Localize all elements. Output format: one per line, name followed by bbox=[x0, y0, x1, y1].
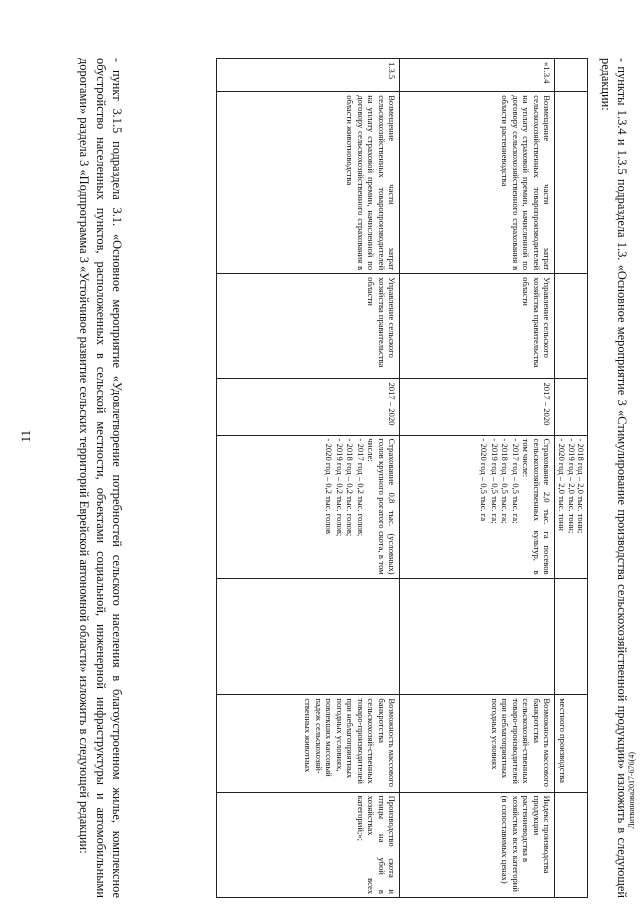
cell-indicator: Индекс производства продукции растениеводства в хозяйствах всех категорий (в сопоставимых ценах) bbox=[400, 792, 555, 897]
paragraph-item-3-1-5: - пункт 3.1.5 подраздела 3.1. «Основное мероприятие «Удовлетворение потребностей сельского населения в благоустроенном жилье, комплексное обустройство населенных пунктов, расположенных в сельской местности, объектами социальной, инженерной инфраструктуры и автомобильными дорогами» раздела 3 «Подпрограмма 3 «Устойчивое развитие сельских территорий Еврейской автономной области» изложить в следующей редакции: bbox=[77, 58, 124, 898]
page-number: 11 bbox=[18, 430, 33, 443]
footer-code: Литвинова2017-676(4) bbox=[627, 752, 636, 829]
cell-period: 2017 – 2020 bbox=[217, 379, 400, 435]
cell-empty bbox=[555, 379, 588, 435]
cell-result-previous: - 2018 год – 2,0 тыс. тонн; - 2019 год – 2,0 тыс. тонн; - 2020 год – 2,0 тыс. тонн bbox=[555, 435, 588, 578]
cell-empty bbox=[555, 578, 588, 695]
cell-risk: Возможность массового банкротства сельскохозяй-ственных товаро-производителей при неблагоприятных погодных условиях, повлекших массовый падеж сельскохозяй-ственных животных bbox=[217, 695, 400, 792]
cell-empty bbox=[400, 578, 555, 695]
cell-indicator: Производство скота и птицы на убой в хозяйствах всех категорий;»; bbox=[217, 792, 400, 897]
table-row-1-3-5 bbox=[217, 59, 400, 898]
cell-empty bbox=[555, 92, 588, 274]
cell-result: Страхование 0,8 тыс. (условных) голов крупного рогатого скота, в том числе: - 2017 год – 0,2 тыс. голов; - 2018 год – 0,2 тыс. голов; - 2019 год – 0,2 тыс. голов; - 2020 год – 0,2 тыс. голов bbox=[217, 435, 400, 578]
cell-name: Возмещение части затрат сельскохозяйственных товаропроизводителей на уплату страховой премии, начисленной по договору сельскохозяйственного страхования в области животноводства bbox=[217, 92, 400, 274]
cell-empty bbox=[555, 274, 588, 379]
cell-empty bbox=[217, 578, 400, 695]
cell-num: «1.3.4 bbox=[400, 59, 555, 92]
paragraph-items-1-3-4-1-3-5: - пункты 1.3.4 и 1.3.5 подраздела 1.3. «Основное мероприятие 3 «Стимулирование производства сельскохозяйственной продукции» изложить в следующей редакции: bbox=[598, 58, 629, 898]
cell-name: Возмещение части затрат сельскохозяйственных товаропроизводителей на уплату страховой премии, начисленной по договору сельскохозяйственного страхования в области растениеводства bbox=[400, 92, 555, 274]
cell-empty bbox=[555, 59, 588, 92]
cell-empty bbox=[555, 792, 588, 897]
table-row-1-3-4 bbox=[400, 59, 555, 898]
cell-result: Страхование 2,0 тыс. га посевов сельскохозяйственных культур, в том числе: - 2017 год – 0,5 тыс. га; - 2018 год – 0,5 тыс. га; - 2019 год – 0,5 тыс. га; - 2020 год – 0,5 тыс. га bbox=[400, 435, 555, 578]
cell-risk-previous: местного производства bbox=[555, 695, 588, 792]
measures-table bbox=[216, 58, 588, 898]
cell-risk: Возможность массового банкротства сельскохозяй-ственных товаро-производителей при неблагоприятных погодных условиях bbox=[400, 695, 555, 792]
cell-executor: Управление сельского хозяйства правительства области bbox=[217, 274, 400, 379]
cell-executor: Управление сельского хозяйства правительства области bbox=[400, 274, 555, 379]
table-row-previous bbox=[555, 59, 588, 898]
cell-period: 2017 – 2020 bbox=[400, 379, 555, 435]
cell-num: 1.3.5 bbox=[217, 59, 400, 92]
